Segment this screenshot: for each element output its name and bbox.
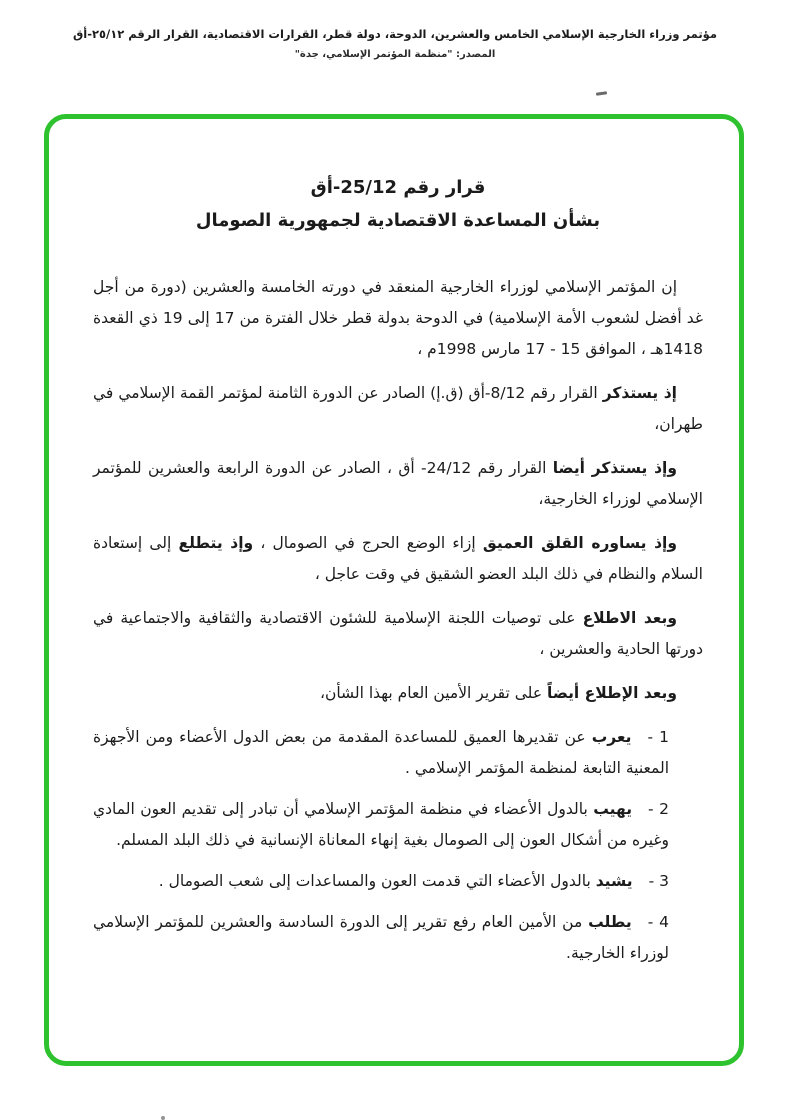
operative-item xyxy=(93,907,703,969)
header-citation: مؤتمر وزراء الخارجية الإسلامي الخامس والعشرين، الدوحة، دولة قطر، القرارات الاقتصادية، القرار الرقم ٢٥/١٢-أق xyxy=(72,27,717,41)
paragraph-lead: وإذ يستذكر أيضا xyxy=(552,458,677,477)
paragraph-text: إن المؤتمر الإسلامي لوزراء الخارجية المنعقد في دورته الخامسة والعشرين (دورة من أجل غد أفضل لشعوب الأمة الإسلامية) في الدوحة بدولة قطر خلال الفترة من 17 إلى 19 ذي القعدة 1418هـ ، الموافق 15 - 17 مارس 1998م ، xyxy=(93,277,703,358)
paragraph-lead: إذ يستذكر xyxy=(602,383,677,402)
item-number: 1 - xyxy=(647,727,669,746)
resolution-subject: بشأن المساعدة الاقتصادية لجمهورية الصومال xyxy=(195,210,601,232)
resolution-title xyxy=(93,171,703,238)
operative-item xyxy=(93,722,703,784)
preamble-paragraph xyxy=(93,378,703,440)
item-text: عن تقديرها العميق للمساعدة المقدمة من بعض الدول الأعضاء ومن الأجهزة المعنية التابعة لمنظمة المؤتمر الإسلامي . xyxy=(93,727,669,777)
document-body xyxy=(93,171,703,969)
item-number: 4 - xyxy=(647,912,669,931)
item-number: 2 - xyxy=(648,799,669,818)
paragraph-text: إزاء الوضع الحرج في الصومال ، xyxy=(253,533,483,552)
operative-item xyxy=(93,866,703,897)
item-text: من الأمين العام رفع تقرير إلى الدورة السادسة والعشرين للمؤتمر الإسلامي لوزراء الخارجية. xyxy=(93,912,669,962)
preamble-paragraph xyxy=(93,678,703,709)
page-header xyxy=(0,0,790,60)
paragraph-lead: وبعد الاطلاع xyxy=(582,608,677,627)
item-number: 3 - xyxy=(648,871,669,890)
item-verb: يهيب xyxy=(593,799,633,818)
item-text: بالدول الأعضاء في منظمة المؤتمر الإسلامي أن تبادر إلى تقديم العون المادي وغيره من أشكال العون إلى الصومال بغية إنهاء المعاناة الإنسانية في ذلك البلد المسلم. xyxy=(93,799,669,849)
preamble-paragraph xyxy=(93,603,703,665)
operative-item xyxy=(93,794,703,856)
scan-speck xyxy=(596,91,607,96)
paragraph-text: القرار رقم 8/12-أق (ق.إ) الصادر عن الدورة الثامنة لمؤتمر القمة الإسلامي في طهران، xyxy=(93,383,703,433)
paragraph-lead: وإذ يساوره القلق العميق xyxy=(482,533,677,552)
item-text: بالدول الأعضاء التي قدمت العون والمساعدات إلى شعب الصومال . xyxy=(158,871,596,890)
resolution-number: قرار رقم 25/12-أق xyxy=(310,177,486,198)
preamble-paragraph xyxy=(93,272,703,365)
paragraph-text: على توصيات اللجنة الإسلامية للشئون الاقتصادية والثقافية والاجتماعية في دورتها الحادية والعشرين ، xyxy=(93,608,703,658)
scan-speck xyxy=(161,1116,165,1120)
preamble-paragraph xyxy=(93,528,703,590)
item-verb: يعرب xyxy=(591,727,632,746)
operative-list xyxy=(93,722,703,969)
paragraph-lead: وإذ يتطلع xyxy=(178,533,254,552)
header-source: المصدر: "منظمة المؤتمر الإسلامي، جدة" xyxy=(294,49,496,61)
paragraph-text: على تقرير الأمين العام بهذا الشأن، xyxy=(319,683,547,702)
preamble-paragraph xyxy=(93,453,703,515)
paragraph-text: إلى إستعادة السلام والنظام في ذلك البلد العضو الشقيق في وقت عاجل ، xyxy=(93,533,703,583)
paragraph-lead: وبعد الإطلاع أيضاً xyxy=(547,683,677,702)
item-verb: يشيد xyxy=(595,871,633,890)
document-frame xyxy=(44,114,744,1066)
paragraph-text: القرار رقم 24/12- أق ، الصادر عن الدورة الرابعة والعشرين للمؤتمر الإسلامي لوزراء الخارجية، xyxy=(93,458,703,508)
item-verb: يطلب xyxy=(588,912,632,931)
